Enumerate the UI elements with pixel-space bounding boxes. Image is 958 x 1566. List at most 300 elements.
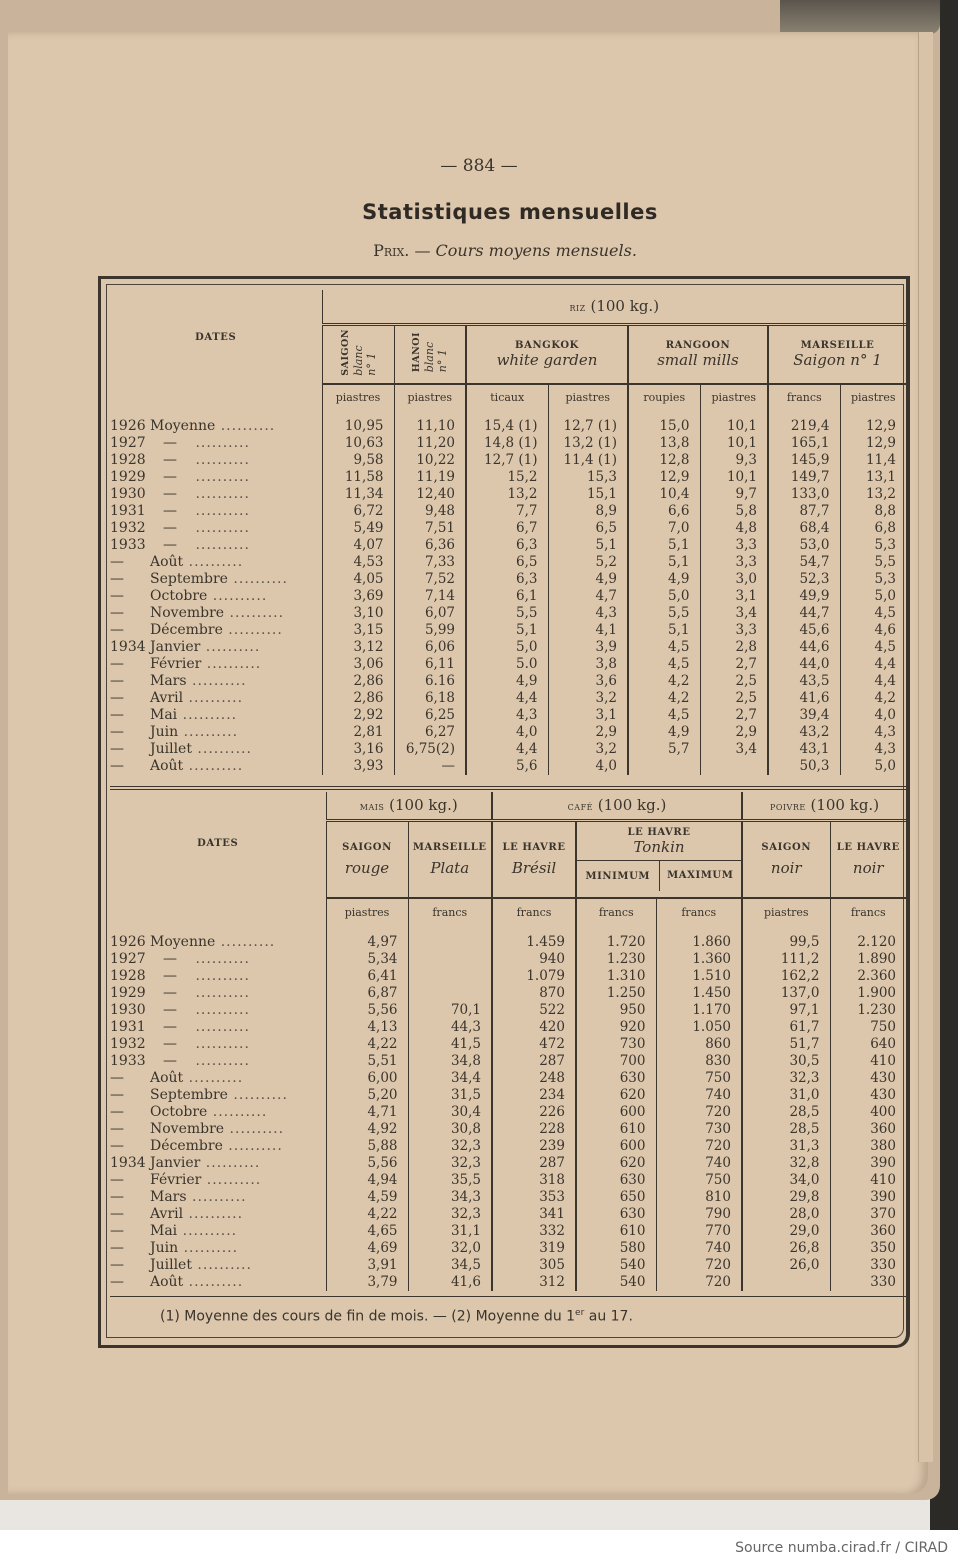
value-cell: 4,2 bbox=[840, 690, 906, 707]
table-row bbox=[110, 758, 906, 775]
date-label: — bbox=[163, 503, 177, 519]
value-cell: 2,7 bbox=[700, 707, 768, 724]
unit: piastres bbox=[548, 384, 628, 410]
value-cell: 360 bbox=[830, 1223, 906, 1240]
value-cell: 28,0 bbox=[742, 1206, 830, 1223]
date-year: 1927 bbox=[110, 435, 146, 451]
value-cell: 6,3 bbox=[466, 537, 548, 554]
value-cell: 32,0 bbox=[408, 1240, 492, 1257]
table-row bbox=[110, 588, 906, 605]
unit: ticaux bbox=[466, 384, 548, 410]
value-cell: 15,1 bbox=[548, 486, 628, 503]
value-cell: 410 bbox=[830, 1172, 906, 1189]
value-cell: 12,7 (1) bbox=[548, 410, 628, 435]
date-cell bbox=[110, 1189, 326, 1206]
table-separator bbox=[110, 789, 906, 790]
riz-dates-unit-blank bbox=[110, 384, 322, 410]
value-cell: 6,27 bbox=[394, 724, 466, 741]
date-label: Mars bbox=[150, 1189, 187, 1205]
value-cell: 630 bbox=[576, 1172, 656, 1189]
leader-dots: .......... bbox=[178, 1240, 239, 1256]
value-cell: 3,4 bbox=[700, 605, 768, 622]
date-cell bbox=[110, 926, 326, 951]
col-cafe-brésil bbox=[492, 820, 576, 898]
value-cell: 5,1 bbox=[466, 622, 548, 639]
value-cell: 8,9 bbox=[548, 503, 628, 520]
value-cell: 6,1 bbox=[466, 588, 548, 605]
value-cell bbox=[628, 758, 700, 775]
value-cell: 30,5 bbox=[742, 1053, 830, 1070]
value-cell: 4,9 bbox=[466, 673, 548, 690]
col-place: LE HAVRE bbox=[627, 827, 691, 839]
value-cell: 13,2 (1) bbox=[548, 435, 628, 452]
value-cell: 860 bbox=[656, 1036, 742, 1053]
value-cell: 305 bbox=[492, 1257, 576, 1274]
date-label: — bbox=[163, 968, 177, 984]
date-cell bbox=[110, 1240, 326, 1257]
value-cell: 3,3 bbox=[700, 554, 768, 571]
date-year: 1928 bbox=[110, 452, 146, 468]
date-cell bbox=[110, 1002, 326, 1019]
value-cell bbox=[408, 926, 492, 951]
value-cell: 6,18 bbox=[394, 690, 466, 707]
date-cell bbox=[110, 690, 322, 707]
date-cell bbox=[110, 1138, 326, 1155]
value-cell bbox=[408, 985, 492, 1002]
value-cell: 26,8 bbox=[742, 1240, 830, 1257]
table-row bbox=[110, 1240, 906, 1257]
value-cell: 770 bbox=[656, 1223, 742, 1240]
value-cell: 610 bbox=[576, 1223, 656, 1240]
date-cell bbox=[110, 410, 322, 435]
value-cell: 29,0 bbox=[742, 1223, 830, 1240]
riz-table bbox=[110, 290, 906, 775]
date-cell bbox=[110, 951, 326, 968]
value-cell: 7,33 bbox=[394, 554, 466, 571]
value-cell: 4,4 bbox=[840, 656, 906, 673]
leader-dots: .......... bbox=[183, 1206, 244, 1222]
date-year: — bbox=[110, 571, 124, 587]
leader-dots: .......... bbox=[190, 951, 250, 967]
leader-dots: .......... bbox=[183, 690, 244, 706]
date-cell bbox=[110, 1274, 326, 1291]
value-cell: 15,4 (1) bbox=[466, 410, 548, 435]
value-cell: 31,1 bbox=[408, 1223, 492, 1240]
value-cell: 5,51 bbox=[326, 1053, 408, 1070]
value-cell: 4,92 bbox=[326, 1121, 408, 1138]
value-cell: 4,7 bbox=[548, 588, 628, 605]
date-cell bbox=[110, 1257, 326, 1274]
date-label: Juin bbox=[150, 1240, 179, 1256]
value-cell: 32,8 bbox=[742, 1155, 830, 1172]
value-cell: 2,9 bbox=[548, 724, 628, 741]
leader-dots: .......... bbox=[190, 968, 250, 984]
date-cell bbox=[110, 520, 322, 537]
table-row bbox=[110, 985, 906, 1002]
value-cell: 4,0 bbox=[840, 707, 906, 724]
date-cell bbox=[110, 741, 322, 758]
value-cell: 4,97 bbox=[326, 926, 408, 951]
value-cell: 3,1 bbox=[548, 707, 628, 724]
value-cell: 61,7 bbox=[742, 1019, 830, 1036]
value-cell: 31,3 bbox=[742, 1138, 830, 1155]
poivre-label: poivre bbox=[769, 799, 806, 814]
value-cell: 49,9 bbox=[768, 588, 840, 605]
unit: piastres bbox=[742, 898, 830, 926]
value-cell: 4,3 bbox=[840, 741, 906, 758]
value-cell: 3,1 bbox=[700, 588, 768, 605]
value-cell: 228 bbox=[492, 1121, 576, 1138]
value-cell: 750 bbox=[830, 1019, 906, 1036]
value-cell: 2,5 bbox=[700, 690, 768, 707]
leader-dots: .......... bbox=[177, 1223, 238, 1239]
value-cell: 43,5 bbox=[768, 673, 840, 690]
table-row bbox=[110, 1223, 906, 1240]
date-cell bbox=[110, 1019, 326, 1036]
value-cell: 950 bbox=[576, 1002, 656, 1019]
value-cell: 9,3 bbox=[700, 452, 768, 469]
col-marseille bbox=[768, 324, 906, 384]
leader-dots: .......... bbox=[186, 1189, 247, 1205]
value-cell: 630 bbox=[576, 1206, 656, 1223]
value-cell: 15,3 bbox=[548, 469, 628, 486]
date-label: — bbox=[163, 486, 177, 502]
value-cell: 4,59 bbox=[326, 1189, 408, 1206]
value-cell: 5,99 bbox=[394, 622, 466, 639]
date-cell bbox=[110, 1036, 326, 1053]
date-cell bbox=[110, 707, 322, 724]
value-cell: 5,5 bbox=[628, 605, 700, 622]
col-type: Plata bbox=[430, 858, 470, 877]
col-place: BANGKOK bbox=[515, 339, 579, 351]
date-year: — bbox=[110, 554, 124, 570]
value-cell: 400 bbox=[830, 1104, 906, 1121]
value-cell: 620 bbox=[576, 1087, 656, 1104]
table-row bbox=[110, 926, 906, 951]
col-place: SAIGON bbox=[342, 841, 392, 853]
riz-label: riz bbox=[569, 300, 586, 315]
value-cell: 1.250 bbox=[576, 985, 656, 1002]
value-cell: 43,2 bbox=[768, 724, 840, 741]
value-cell: 1.310 bbox=[576, 968, 656, 985]
date-year: — bbox=[110, 1240, 124, 1256]
date-year: 1930 bbox=[110, 486, 146, 502]
value-cell: 6,06 bbox=[394, 639, 466, 656]
value-cell: 12,7 (1) bbox=[466, 452, 548, 469]
date-label: Juillet bbox=[150, 1257, 192, 1273]
value-cell: 10,63 bbox=[322, 435, 394, 452]
value-cell: 1.860 bbox=[656, 926, 742, 951]
table-row bbox=[110, 656, 906, 673]
value-cell: 6,36 bbox=[394, 537, 466, 554]
date-label: Moyenne bbox=[150, 934, 216, 950]
value-cell: 6,5 bbox=[548, 520, 628, 537]
table-row bbox=[110, 1036, 906, 1053]
table-row bbox=[110, 1104, 906, 1121]
value-cell: 6,72 bbox=[322, 503, 394, 520]
date-label: Décembre bbox=[150, 1138, 223, 1154]
value-cell: 5,20 bbox=[326, 1087, 408, 1104]
date-label: Août bbox=[150, 554, 184, 570]
date-cell bbox=[110, 758, 322, 775]
value-cell: 41,6 bbox=[408, 1274, 492, 1291]
date-label: Octobre bbox=[150, 1104, 208, 1120]
value-cell: 4,65 bbox=[326, 1223, 408, 1240]
value-cell: 12,8 bbox=[628, 452, 700, 469]
value-cell: 4,3 bbox=[466, 707, 548, 724]
leader-dots: .......... bbox=[190, 520, 250, 536]
value-cell: 12,9 bbox=[840, 435, 906, 452]
value-cell: 740 bbox=[656, 1155, 742, 1172]
table-row bbox=[110, 951, 906, 968]
leader-dots: .......... bbox=[190, 1002, 250, 1018]
unit: piastres bbox=[326, 898, 408, 926]
date-label: Janvier bbox=[150, 1155, 201, 1171]
date-year: 1926 bbox=[110, 418, 146, 434]
value-cell: 4,22 bbox=[326, 1036, 408, 1053]
value-cell: 720 bbox=[656, 1138, 742, 1155]
leader-dots: .......... bbox=[190, 1053, 250, 1069]
date-label: — bbox=[163, 469, 177, 485]
date-cell bbox=[110, 673, 322, 690]
value-cell: 1.510 bbox=[656, 968, 742, 985]
value-cell: 145,9 bbox=[768, 452, 840, 469]
value-cell: 15,0 bbox=[628, 410, 700, 435]
value-cell: 99,5 bbox=[742, 926, 830, 951]
date-year: — bbox=[110, 588, 124, 604]
date-year: 1929 bbox=[110, 469, 146, 485]
value-cell: 6,3 bbox=[466, 571, 548, 588]
col-poivre-havre bbox=[830, 820, 906, 898]
subtitle-italic: Cours moyens mensuels. bbox=[435, 241, 637, 260]
unit: piastres bbox=[840, 384, 906, 410]
leader-dots: .......... bbox=[215, 418, 276, 434]
value-cell: 720 bbox=[656, 1257, 742, 1274]
value-cell: 32,3 bbox=[408, 1206, 492, 1223]
date-label: Février bbox=[150, 1172, 202, 1188]
value-cell: 360 bbox=[830, 1121, 906, 1138]
col-place: SAIGON bbox=[761, 841, 812, 853]
value-cell: 239 bbox=[492, 1138, 576, 1155]
col-type: Saigon n° 1 bbox=[793, 350, 882, 369]
col-maximum: MAXIMUM bbox=[659, 861, 742, 891]
value-cell: 3,06 bbox=[322, 656, 394, 673]
cafe-label: café bbox=[567, 799, 593, 814]
value-cell: 3,3 bbox=[700, 622, 768, 639]
value-cell: 790 bbox=[656, 1206, 742, 1223]
value-cell: 44,6 bbox=[768, 639, 840, 656]
table-row bbox=[110, 690, 906, 707]
value-cell: 31,0 bbox=[742, 1087, 830, 1104]
value-cell: 410 bbox=[830, 1053, 906, 1070]
value-cell: 4,1 bbox=[548, 622, 628, 639]
date-label: — bbox=[163, 1019, 177, 1035]
value-cell: 3,16 bbox=[322, 741, 394, 758]
date-cell bbox=[110, 486, 322, 503]
table-row bbox=[110, 1121, 906, 1138]
value-cell: 162,2 bbox=[742, 968, 830, 985]
value-cell: 226 bbox=[492, 1104, 576, 1121]
leader-dots: .......... bbox=[190, 469, 250, 485]
value-cell: 11,34 bbox=[322, 486, 394, 503]
value-cell: 1.360 bbox=[656, 951, 742, 968]
value-cell: 12,40 bbox=[394, 486, 466, 503]
date-cell bbox=[110, 724, 322, 741]
value-cell: 3,69 bbox=[322, 588, 394, 605]
table-row bbox=[110, 1053, 906, 1070]
leader-dots: .......... bbox=[191, 741, 252, 757]
table-row bbox=[110, 1189, 906, 1206]
col-place: LE HAVRE bbox=[836, 841, 900, 853]
date-label: — bbox=[163, 435, 177, 451]
value-cell: 3,4 bbox=[700, 741, 768, 758]
value-cell: 4,2 bbox=[628, 690, 700, 707]
date-cell bbox=[110, 1223, 326, 1240]
value-cell: 5,56 bbox=[326, 1155, 408, 1172]
value-cell: 740 bbox=[656, 1240, 742, 1257]
value-cell: 34,4 bbox=[408, 1070, 492, 1087]
value-cell: 3,0 bbox=[700, 571, 768, 588]
col-minimum: MINIMUM bbox=[585, 870, 651, 882]
date-year: 1926 bbox=[110, 934, 146, 950]
table-row bbox=[110, 571, 906, 588]
value-cell: 720 bbox=[656, 1104, 742, 1121]
value-cell: 319 bbox=[492, 1240, 576, 1257]
value-cell: 3,93 bbox=[322, 758, 394, 775]
date-label: — bbox=[163, 452, 177, 468]
table-row bbox=[110, 1002, 906, 1019]
value-cell: 390 bbox=[830, 1189, 906, 1206]
value-cell: 4,5 bbox=[628, 707, 700, 724]
value-cell: 13,2 bbox=[840, 486, 906, 503]
date-year: — bbox=[110, 656, 124, 672]
date-year: — bbox=[110, 690, 124, 706]
col-mais-marseille bbox=[408, 820, 492, 898]
value-cell: 330 bbox=[830, 1274, 906, 1291]
value-cell: 3,15 bbox=[322, 622, 394, 639]
value-cell: 11,10 bbox=[394, 410, 466, 435]
value-cell: 2,9 bbox=[700, 724, 768, 741]
date-cell bbox=[110, 1070, 326, 1087]
autres-dates-header: DATES bbox=[197, 838, 239, 849]
date-label: Moyenne bbox=[150, 418, 216, 434]
date-label: Juillet bbox=[150, 741, 192, 757]
date-label: Mai bbox=[150, 707, 178, 723]
date-cell bbox=[110, 1155, 326, 1172]
value-cell: 420 bbox=[492, 1019, 576, 1036]
table-row bbox=[110, 435, 906, 452]
leader-dots: .......... bbox=[227, 571, 288, 587]
value-cell: 5,3 bbox=[840, 537, 906, 554]
value-cell: 4,0 bbox=[466, 724, 548, 741]
date-cell bbox=[110, 1053, 326, 1070]
value-cell: 4,5 bbox=[628, 639, 700, 656]
value-cell: 750 bbox=[656, 1070, 742, 1087]
value-cell: 430 bbox=[830, 1087, 906, 1104]
date-year: — bbox=[110, 1223, 124, 1239]
value-cell: 11,4 (1) bbox=[548, 452, 628, 469]
col-type: small mills bbox=[657, 350, 739, 369]
value-cell: 4,69 bbox=[326, 1240, 408, 1257]
value-cell: 10,95 bbox=[322, 410, 394, 435]
table-row bbox=[110, 452, 906, 469]
value-cell: 4,3 bbox=[548, 605, 628, 622]
col-place: LE HAVRE bbox=[502, 841, 566, 853]
footnote-separator bbox=[110, 1296, 906, 1297]
value-cell: 5,1 bbox=[628, 622, 700, 639]
date-cell bbox=[110, 1172, 326, 1189]
value-cell: 5,7 bbox=[628, 741, 700, 758]
value-cell: 6,8 bbox=[840, 520, 906, 537]
date-label: Août bbox=[150, 758, 184, 774]
value-cell: 4,9 bbox=[628, 571, 700, 588]
value-cell: 10,22 bbox=[394, 452, 466, 469]
value-cell: 3,12 bbox=[322, 639, 394, 656]
value-cell: 650 bbox=[576, 1189, 656, 1206]
date-year: 1931 bbox=[110, 1019, 146, 1035]
value-cell: 97,1 bbox=[742, 1002, 830, 1019]
value-cell: 720 bbox=[656, 1274, 742, 1291]
value-cell: 1.079 bbox=[492, 968, 576, 985]
leader-dots: .......... bbox=[215, 934, 276, 950]
col-hanoi-blanc bbox=[394, 324, 466, 384]
value-cell: 44,0 bbox=[768, 656, 840, 673]
date-label: Août bbox=[150, 1070, 184, 1086]
date-cell bbox=[110, 1206, 326, 1223]
value-cell: 4,5 bbox=[840, 639, 906, 656]
value-cell: 6,00 bbox=[326, 1070, 408, 1087]
value-cell: 32,3 bbox=[408, 1138, 492, 1155]
leader-dots: .......... bbox=[183, 554, 244, 570]
date-label: — bbox=[163, 951, 177, 967]
value-cell: 54,7 bbox=[768, 554, 840, 571]
table-row bbox=[110, 1274, 906, 1291]
value-cell: 3,3 bbox=[700, 537, 768, 554]
col-type: noir bbox=[852, 858, 884, 877]
unit: piastres bbox=[700, 384, 768, 410]
poivre-weight: (100 kg.) bbox=[810, 796, 880, 815]
value-cell: 4,4 bbox=[840, 673, 906, 690]
value-cell: 15,2 bbox=[466, 469, 548, 486]
table-row bbox=[110, 1087, 906, 1104]
value-cell: 4,05 bbox=[322, 571, 394, 588]
value-cell: 11,4 bbox=[840, 452, 906, 469]
mais-label: mais bbox=[359, 799, 385, 814]
footnote-text-end: au 17. bbox=[584, 1308, 633, 1325]
value-cell: 2,7 bbox=[700, 656, 768, 673]
value-cell: 29,8 bbox=[742, 1189, 830, 1206]
col-poivre-saigon bbox=[742, 820, 830, 898]
value-cell: 318 bbox=[492, 1172, 576, 1189]
value-cell: 4,8 bbox=[700, 520, 768, 537]
value-cell: 1.890 bbox=[830, 951, 906, 968]
date-label: Novembre bbox=[150, 1121, 225, 1137]
leader-dots: .......... bbox=[222, 622, 283, 638]
col-type: blanc bbox=[423, 342, 437, 373]
value-cell: 45,6 bbox=[768, 622, 840, 639]
table-row bbox=[110, 1172, 906, 1189]
value-cell: 640 bbox=[830, 1036, 906, 1053]
value-cell: 9,48 bbox=[394, 503, 466, 520]
table-row bbox=[110, 486, 906, 503]
value-cell: 165,1 bbox=[768, 435, 840, 452]
value-cell: 5,3 bbox=[840, 571, 906, 588]
col-rangoon bbox=[628, 324, 768, 384]
value-cell: 10,1 bbox=[700, 410, 768, 435]
value-cell: 111,2 bbox=[742, 951, 830, 968]
value-cell: 330 bbox=[830, 1257, 906, 1274]
value-cell bbox=[408, 951, 492, 968]
